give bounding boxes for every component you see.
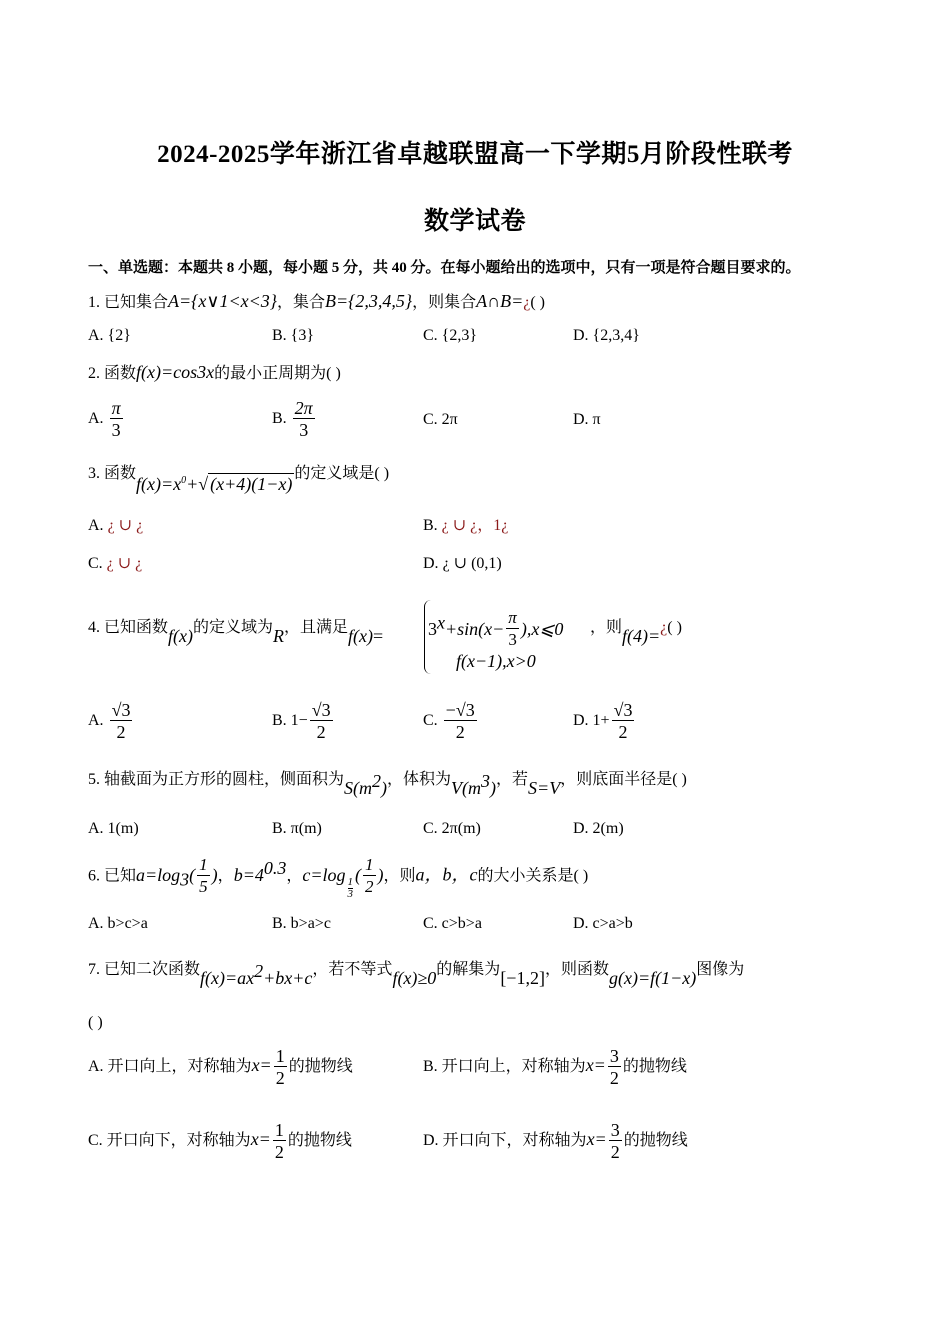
q2-option-b[interactable]	[272, 398, 317, 441]
q1-option-d[interactable]: D. {2,3,4}	[573, 327, 640, 344]
q7-option-a-fraction: $\frac{1}{2}$	[275, 1046, 285, 1088]
q2-function: f(x)=cos3x	[136, 362, 215, 382]
q2-stem-prefix: 2. 函数	[88, 365, 137, 382]
q7-stem-suffix: 图像为	[696, 961, 745, 978]
q4-broken-glyph: ¿	[660, 619, 668, 636]
q5-option-d[interactable]: D. 2(m)	[573, 820, 624, 837]
q7-option-b[interactable]	[423, 1046, 687, 1089]
q6-vars: a，b，c	[415, 864, 478, 885]
q7-option-b-tail: 的抛物线	[622, 1058, 687, 1076]
q3-function: $f(x)=x^0+√$ (x+4)(1−x)	[136, 474, 293, 494]
q7-option-a-label: A. 开口向上，对称轴为	[88, 1058, 252, 1076]
q1-paren: ( )	[530, 294, 545, 311]
q7-option-c-tail: 的抛物线	[287, 1132, 352, 1150]
q4-option-d-label: D. 1+	[573, 712, 610, 730]
q4-option-b-fraction: $\frac{√3}{2}$	[311, 700, 331, 742]
section-heading: 一、单选题：本题共 8 小题，每小题 5 分，共 40 分。在每小题给出的选项中，只有一项是符合题目要求的。	[88, 260, 801, 276]
q4-stem-prefix: 4. 已知函数	[88, 619, 169, 636]
q2-option-b-fraction: $\frac{2\pi}{3}$	[294, 398, 313, 440]
q7-option-d[interactable]	[423, 1120, 688, 1163]
q4-domain-r: R	[273, 626, 285, 646]
q6-stem-mid: ，则	[383, 867, 416, 885]
page-subtitle: 数学试卷	[423, 208, 526, 235]
q7-stem-prefix: 7. 已知二次函数	[88, 961, 201, 978]
q4-stem-mid1: 的定义域为	[193, 619, 274, 636]
q6-c-expr: c=log $\frac{1}{3}$ ( $\frac{1}{2}$ )	[302, 855, 384, 900]
q6-option-a[interactable]: A. b>c>a	[88, 915, 148, 932]
q4-option-a-label: A.	[88, 712, 104, 730]
q7-inequality: f(x)≥0	[392, 968, 437, 988]
q2-stem-suffix: 的最小正周期为( )	[214, 365, 341, 382]
q4-option-a[interactable]	[88, 700, 134, 743]
q5-s-expr: $S(m^2)$	[344, 771, 388, 798]
q4-option-d[interactable]	[573, 700, 636, 743]
q7-option-a-x: x=	[251, 1055, 272, 1076]
q3-option-a-value: ¿ ∪ ¿	[107, 517, 144, 534]
q6-b-expr: $b=4^{0.3}$	[233, 857, 287, 885]
q2-option-a[interactable]	[88, 398, 125, 441]
q2-option-a-fraction: $\frac{\pi}{3}$	[111, 398, 121, 440]
q7-paren: ( )	[88, 1014, 103, 1031]
q3-option-c[interactable]	[88, 553, 142, 575]
q3-option-d-value: ¿ ∪ (0,1)	[442, 555, 502, 572]
q7-option-d-fraction: $\frac{3}{2}$	[610, 1120, 620, 1162]
q4-option-b[interactable]	[272, 700, 335, 743]
q3-option-d[interactable]	[423, 553, 502, 575]
q7-stem-mid2: 的解集为	[436, 961, 501, 978]
q4-paren: ( )	[667, 619, 682, 636]
q6-option-c[interactable]: C. c>b>a	[423, 915, 482, 932]
q4-f4: f(4)=	[622, 626, 661, 646]
q6-option-d[interactable]: D. c>a>b	[573, 915, 633, 932]
q7-option-c-label: C. 开口向下，对称轴为	[88, 1132, 251, 1150]
q4-case-1: $3^x+\sin(x-$ $\frac{\pi}{3}$ ),x⩽0	[428, 608, 564, 649]
q7-stem-mid3: ，则函数	[544, 961, 609, 978]
q1-stem-mid2: ，则集合	[412, 294, 477, 311]
q5-option-b[interactable]: B. π(m)	[272, 820, 322, 837]
q7-interval: [−1,2]	[500, 968, 545, 988]
q7-option-b-fraction: $\frac{3}{2}$	[609, 1046, 619, 1088]
q3-option-c-value: ¿ ∪ ¿	[106, 555, 143, 572]
page-title: 2024-2025学年浙江省卓越联盟高一下学期5月阶段性联考	[157, 141, 793, 168]
q7-option-c-fraction: $\frac{1}{2}$	[274, 1120, 284, 1162]
q2-option-a-label: A.	[88, 410, 104, 428]
q6-stem-suffix: 的大小关系是( )	[477, 867, 589, 885]
q3-option-a[interactable]	[88, 515, 143, 537]
q5-option-a[interactable]: A. 1(m)	[88, 820, 139, 837]
q7-option-a[interactable]	[88, 1046, 353, 1089]
question-2	[88, 361, 341, 385]
q5-stem-mid2: ，若	[496, 771, 529, 788]
question-6: 6. 已知$a=\log_3$( $\frac{1}{5}$ )，$b=4^{0.3}$，c=log $\frac{1}{3}$ ( $\frac{1}{2}$ )，则a，b，c的大小关系是( )	[88, 855, 589, 900]
q7-option-a-tail: 的抛物线	[288, 1058, 353, 1076]
question-1	[88, 290, 545, 314]
q3-stem-suffix: 的定义域是( )	[294, 465, 390, 482]
q4-option-d-fraction: $\frac{√3}{2}$	[613, 700, 633, 742]
q7-stem-mid1: ，若不等式	[312, 961, 393, 978]
q7-option-c-x: x=	[250, 1129, 271, 1150]
q1-broken-glyph: ¿	[523, 294, 531, 311]
q4-option-a-fraction: $\frac{√3}{2}$	[111, 700, 131, 742]
question-4: 4. 已知函数f(x)的定义域为R，且满足f(x)=	[88, 619, 384, 646]
q2-option-d[interactable]: D. π	[573, 411, 601, 428]
q1-set-b: B={2,3,4,5}	[325, 291, 413, 311]
q7-option-b-label: B. 开口向上，对称轴为	[423, 1058, 586, 1076]
q4-stem-mid2: ，且满足	[284, 619, 349, 636]
q4-case-2: f(x−1),x>0	[456, 651, 536, 671]
q3-option-c-label: C.	[88, 555, 103, 572]
q1-option-a[interactable]: A. {2}	[88, 327, 131, 344]
q1-stem-mid1: ，集合	[277, 294, 326, 311]
q4-option-c-label: C.	[423, 712, 438, 730]
q5-stem-prefix: 5. 轴截面为正方形的圆柱，侧面积为	[88, 771, 345, 788]
q4-option-c[interactable]	[423, 700, 479, 743]
q7-fx-expr: $f(x)=ax^2+bx+c$	[200, 961, 313, 988]
q7-option-b-x: x=	[585, 1055, 606, 1076]
question-3	[88, 458, 390, 494]
q5-s-eq-v: S=V	[528, 778, 561, 798]
q5-stem-suffix: ，则底面半径是( )	[560, 771, 687, 788]
q7-option-d-label: D. 开口向下，对称轴为	[423, 1132, 587, 1150]
q1-stem-prefix: 1. 已知集合	[88, 294, 169, 311]
q3-option-b[interactable]	[423, 515, 508, 537]
q6-stem-prefix: 6. 已知	[88, 867, 137, 885]
q2-option-c[interactable]: C. 2π	[423, 411, 458, 428]
q4-stem-mid3: ，则	[590, 619, 623, 636]
q3-option-a-label: A.	[88, 517, 104, 534]
q1-intersection: A∩B=	[476, 291, 524, 311]
q4-fx-again: f(x)	[348, 626, 374, 646]
q5-option-c[interactable]: C. 2π(m)	[423, 820, 481, 837]
q3-stem-prefix: 3. 函数	[88, 465, 137, 482]
q4-stem-tail	[590, 615, 682, 646]
q1-option-b[interactable]: B. {3}	[272, 327, 315, 344]
q4-option-c-fraction: $\frac{-√3}{2}$	[445, 700, 475, 742]
q7-option-d-tail: 的抛物线	[623, 1132, 688, 1150]
question-7	[88, 950, 745, 988]
q7-gx: g(x)=f(1−x)	[608, 968, 697, 988]
q7-option-d-x: x=	[586, 1129, 607, 1150]
q2-option-b-label: B.	[272, 410, 287, 428]
q3-option-b-label: B.	[423, 517, 438, 534]
q4-fx: f(x)	[168, 626, 193, 646]
q1-option-c[interactable]: C. {2,3}	[423, 327, 478, 344]
question-5	[88, 760, 687, 798]
q1-set-a: A={x∨1<x<3}	[168, 291, 277, 311]
q3-option-b-value: ¿ ∪ ¿，1¿	[441, 517, 509, 534]
q6-option-b[interactable]: B. b>a>c	[272, 915, 331, 932]
q6-a-expr: $a=\log_3$( $\frac{1}{5}$ )	[136, 855, 218, 896]
q3-option-d-label: D.	[423, 555, 439, 572]
q4-option-b-label: B. 1−	[272, 712, 308, 730]
q5-stem-mid1: ，体积为	[387, 771, 452, 788]
q5-v-expr: $V(m^3)$	[451, 771, 497, 798]
q7-option-c[interactable]	[88, 1120, 352, 1163]
